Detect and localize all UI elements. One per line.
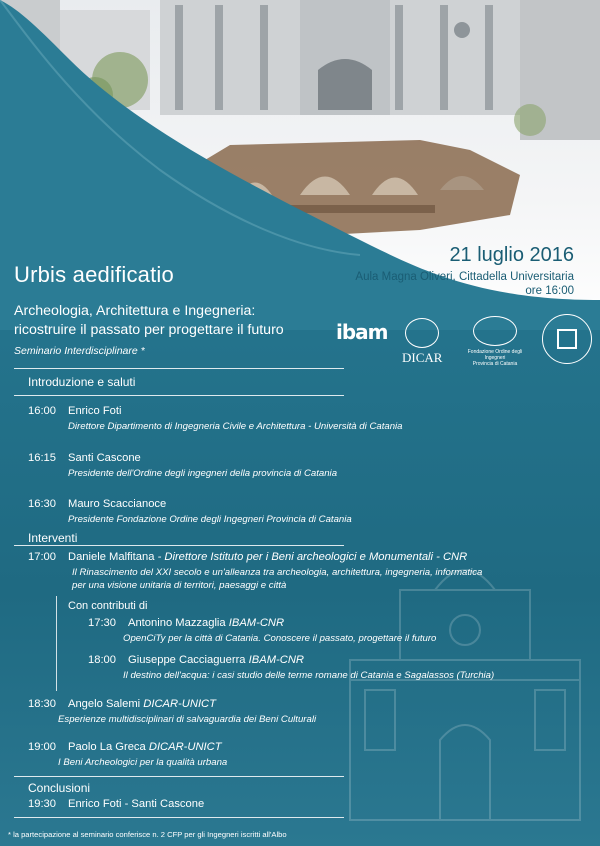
event-title: Urbis aedificatio	[14, 262, 174, 287]
partner-logos	[336, 314, 600, 372]
event-subtitle	[14, 302, 284, 340]
entry-role: DICAR-UNICT	[143, 698, 216, 710]
event-time: ore 16:00	[525, 285, 574, 297]
program-entry	[28, 741, 227, 768]
entry-time: 17:00	[28, 551, 56, 563]
program-entry	[88, 654, 494, 681]
section-interventi: Interventi	[28, 531, 78, 545]
section-conclusioni: Conclusioni	[28, 781, 91, 795]
contributions-bar	[56, 596, 57, 691]
entry-time: 16:30	[28, 498, 56, 510]
entry-speaker: Antonino Mazzaglia	[128, 617, 226, 629]
program-entry	[28, 551, 482, 591]
program-entry	[28, 452, 337, 479]
entry-speaker: Angelo Salemi	[68, 698, 141, 710]
fondazione-logo	[460, 316, 530, 367]
ordine-square-icon	[557, 329, 577, 349]
divider	[14, 368, 344, 369]
entry-description: Presidente Fondazione Ordine degli Ingegneri Provincia di Catania	[68, 514, 352, 525]
entry-speaker: Giuseppe Cacciaguerra	[128, 654, 246, 666]
dicar-logo	[402, 318, 442, 366]
program-entry	[28, 498, 352, 525]
entry-speaker: Paolo La Greca	[68, 741, 146, 753]
entry-role: IBAM-CNR	[228, 617, 285, 629]
fondazione-mark-icon	[473, 316, 517, 346]
entry-role: - Direttore Istituto per i Beni archeologici e Monumentali - CNR	[157, 551, 468, 563]
program-entry	[28, 698, 316, 725]
subtitle-line-2: ricostruire il passato per progettare il futuro	[14, 322, 284, 338]
contributions-label: Con contributi di	[68, 600, 148, 612]
subtitle-line-1: Archeologia, Architettura e Ingegneria:	[14, 303, 256, 319]
ibam-logo: ibam	[336, 320, 388, 344]
event-info	[355, 244, 574, 297]
entry-time: 19:00	[28, 741, 56, 753]
entry-description: Il Rinascimento del XXI secolo e un'alleanza tra archeologia, architettura, ingegneria, informatica	[72, 567, 483, 578]
entry-speaker: Mauro Scaccianoce	[68, 498, 167, 510]
program-entry	[28, 405, 403, 432]
entry-description: Presidente dell'Ordine degli ingegneri della provincia di Catania	[68, 468, 338, 479]
footnote: * la partecipazione al seminario conferisce n. 2 CFP per gli Ingegneri iscritti all'Albo	[8, 830, 287, 839]
seminar-label: Seminario Interdisciplinare *	[14, 345, 145, 357]
divider	[14, 395, 344, 396]
entry-speaker: Daniele Malfitana	[68, 551, 155, 563]
divider	[14, 776, 344, 777]
entry-speaker: Santi Cascone	[68, 452, 141, 464]
dicar-logo-text: DICAR	[402, 350, 443, 365]
entry-description: Esperienze multidisciplinari di salvaguardia dei Beni Culturali	[58, 714, 317, 725]
program-entry	[88, 617, 436, 644]
entry-description: OpenCiTy per la città di Catania. Conoscere il passato, progettare il futuro	[123, 633, 437, 644]
entry-description-cont: per una visione unitaria di territori, paesaggi e città	[72, 580, 287, 591]
entry-time: 19:30	[28, 798, 56, 810]
entry-time: 16:00	[28, 405, 56, 417]
fondazione-line-2: Provincia di Catania	[472, 361, 518, 367]
divider	[14, 817, 344, 818]
entry-time: 17:30	[88, 617, 116, 629]
entry-time: 18:30	[28, 698, 56, 710]
entry-role: DICAR-UNICT	[148, 741, 222, 753]
entry-description: Il destino dell'acqua: i casi studio delle terme romane di Catania e Sagalassos (Turchia)	[123, 670, 495, 681]
entry-time: 16:15	[28, 452, 56, 464]
event-venue: Aula Magna Oliveri, Cittadella Universitaria	[355, 271, 574, 283]
ordine-ingegneri-logo	[542, 314, 592, 364]
section-intro: Introduzione e saluti	[28, 375, 136, 389]
fondazione-line-1: Fondazione Ordine degli Ingegneri	[467, 349, 523, 361]
entry-speaker: Enrico Foti - Santi Cascone	[68, 798, 205, 810]
university-seal-icon	[405, 318, 439, 348]
entry-description: I Beni Archeologici per la qualità urbana	[58, 757, 228, 768]
divider	[14, 545, 344, 546]
entry-speaker: Enrico Foti	[68, 405, 122, 417]
program-entry	[28, 798, 204, 810]
entry-time: 18:00	[88, 654, 116, 666]
entry-role: IBAM-CNR	[248, 654, 304, 666]
event-date: 21 luglio 2016	[449, 244, 574, 266]
entry-description: Direttore Dipartimento di Ingegneria Civile e Architettura - Università di Catania	[68, 421, 403, 432]
